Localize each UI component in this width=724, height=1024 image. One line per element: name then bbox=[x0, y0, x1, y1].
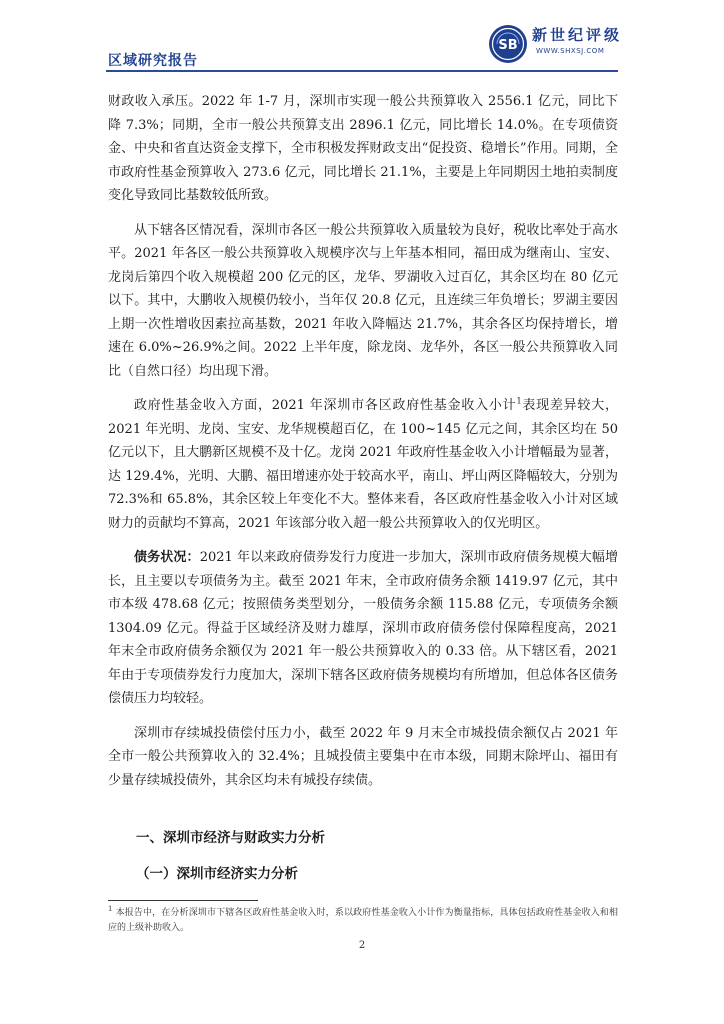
paragraph-district-revenue: 从下辖各区情况看，深圳市各区一般公共预算收入质量较为良好，税收比率处于高水平。2021 年各区一般公共预算收入规模序次与上年基本相同，福田成为继南山、宝安、龙岗后第四个收入规模超 200 亿元的区，龙华、罗湖收入过百亿，其余区均在 80 亿元以下。其中，大鹏收入规模仍较小，当年仅 20.8 亿元，且连续三年负增长；罗湖主要因上期一次性增收因素拉高基数，2021 年收入降幅达 21.7%，其余各区均保持增长，增速在 6.0%~26.9%之间。2022 上半年度，除龙岗、龙华外，各区一般公共预算收入同比（自然口径）均出现下滑。 bbox=[108, 222, 618, 379]
footnote-mark: 1 bbox=[108, 905, 113, 913]
footnote bbox=[108, 906, 618, 936]
paragraph-chengtou-bonds: 深圳市存续城投债偿付压力小，截至 2022 年 9 月末全市城投债余额仅占 2021 年全市一般公共预算收入的 32.4%；且城投债主要集中在市本级，同期末除坪山、福田有少量存续城投债外，其余区均未有城投存续债。 bbox=[108, 725, 618, 788]
footnote-text: 本报告中，在分析深圳市下辖各区政府性基金收入时，系以政府性基金收入小计作为衡量指标，具体包括政府性基金收入和相应的上级补助收入。 bbox=[108, 908, 618, 933]
fund-revenue-text-b: 表现差异较大，2021 年光明、龙岗、宝安、龙华规模超百亿，在 100~145 亿元之间，其余区均在 50 亿元以下，且大鹏新区规模不及十亿。龙岗 2021 年政府性基金收入小计增幅最为显著，达 129.4%，光明、大鹏、福田增速亦处于较高水平，南山、坪山两区降幅较大，分别为 72.3%和 65.8%，其余区较上年变化不大。整体来看，各区政府性基金收入小计对区域财力的贡献均不算高，2021 年该部分收入超一般公共预算收入的仅光明区。 bbox=[108, 398, 618, 531]
subsection-heading: （一）深圳市经济实力分析 bbox=[136, 866, 298, 882]
report-category-title: 区域研究报告 bbox=[108, 53, 198, 69]
footnote-divider bbox=[108, 900, 258, 901]
paragraph-fund-revenue bbox=[108, 394, 618, 535]
page-header bbox=[0, 0, 724, 80]
fund-revenue-text-a: 政府性基金收入方面，2021 年深圳市各区政府性基金收入小计 bbox=[134, 398, 517, 413]
debt-status-lead: 债务状况： bbox=[134, 550, 200, 565]
header-divider bbox=[106, 70, 618, 72]
paragraph-fiscal-revenue: 财政收入承压。2022 年 1-7 月，深圳市实现一般公共预算收入 2556.1 亿元，同比下降 7.3%；同期，全市一般公共预算支出 2896.1 亿元，同比增长 14.0%。在专项债资金、中央和省直达资金支撑下，全市积极发挥财政支出“促投资、稳增长”作用。同期，全市政府性基金预算收入 273.6 亿元，同比增长 21.1%，主要是上年同期因土地拍卖制度变化导致同比基数较低所致。 bbox=[108, 94, 618, 203]
company-logo-icon bbox=[488, 24, 528, 64]
footnote-reference: 1 bbox=[516, 396, 522, 406]
section-heading: 一、深圳市经济与财政实力分析 bbox=[136, 830, 325, 846]
company-name: 新世纪评级 bbox=[532, 26, 623, 44]
debt-status-body: 2021 年以来政府债券发行力度进一步加大，深圳市政府债务规模大幅增长，且主要以专项债务为主。截至 2021 年末，全市政府债务余额 1419.97 亿元，其中市本级 478.68 亿元；按照债务类型划分，一般债务余额 115.88 亿元，专项债务余额 1304.09 亿元。得益于区域经济及财力雄厚，深圳市政府债务偿付保障程度高，2021 年末全市政府债务余额仅为 2021 年一般公共预算收入的 0.33 倍。从下辖区看，2021 年由于专项债券发行力度加大，深圳下辖各区政府债务规模均有所增加，但总体各区债务偿债压力均较轻。 bbox=[108, 550, 618, 706]
company-website: WWW.SHXSJ.COM bbox=[536, 47, 605, 55]
page-number: 2 bbox=[358, 940, 366, 951]
paragraph-debt-status bbox=[108, 546, 618, 711]
logo-letters: SB bbox=[498, 38, 518, 53]
report-body bbox=[108, 90, 618, 792]
